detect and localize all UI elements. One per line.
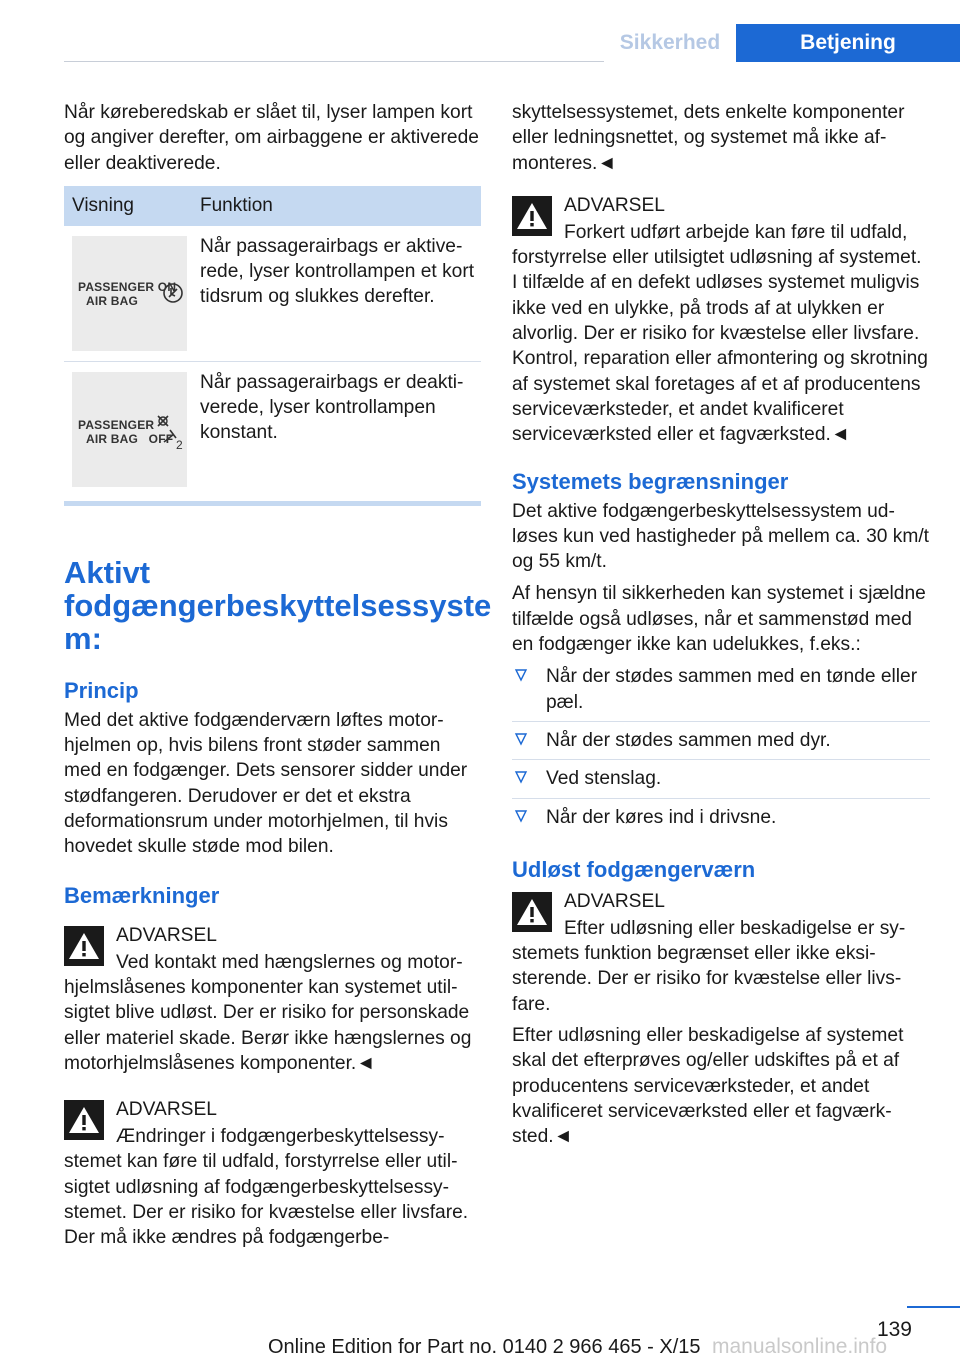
warning-triangle-icon xyxy=(64,926,104,966)
deployed-heading: Udløst fodgængerværn xyxy=(512,856,756,882)
list-item-text: Når der stødes sammen med dyr. xyxy=(546,729,831,751)
list-item-text: Når der køres ind i drivsne. xyxy=(546,806,777,828)
warning-block xyxy=(64,922,481,1076)
warning-block xyxy=(64,1096,481,1250)
list-item xyxy=(512,664,930,722)
indicator-table xyxy=(64,186,481,497)
triangle-bullet-icon xyxy=(514,809,528,823)
principle-text: Med det aktive fodgænderværn løftes motorhjelmen op, hvis bilens front støder sammen med en fodgænger. Dets sensorer sidder under stødfangeren. Derudover er det et ekstra deformationsrum under motorhjelmen, til hvis hovedet skulle støde mod bilen. xyxy=(64,709,468,858)
principle-heading: Princip xyxy=(64,677,139,703)
footer-rule xyxy=(907,1306,960,1308)
row-text: Når passagerairbags er aktiverede, lyser kontrollampen et kort tidsrum og slukkes derefter. xyxy=(200,235,475,308)
warning-triangle-icon xyxy=(512,196,552,236)
warning-block xyxy=(512,888,930,1017)
tab-sikkerhed[interactable]: Sikkerhed xyxy=(604,24,736,62)
lamp-text: PASSENGER ON xyxy=(78,279,177,294)
edition-text: Online Edition for Part no. 0140 2 966 465 - X/15 xyxy=(268,1336,701,1358)
table-row xyxy=(64,226,481,362)
passenger-airbag-off-lamp-image xyxy=(72,372,187,487)
triangle-bullet-icon xyxy=(514,732,528,746)
deployed-text: Efter udløsning eller beskadigelse af systemet skal det efterprøves og/eller udskiftes på et af producentens serviceværksteder, et andet kvalificeret serviceværksted eller et fagværksted.◄ xyxy=(512,1025,904,1148)
lamp-text: AIR BAG xyxy=(86,293,139,308)
col-header-function: Funktion xyxy=(192,186,481,226)
passenger-airbag-on-lamp-image xyxy=(72,236,187,351)
col-header-display: Visning xyxy=(64,186,192,226)
warning-text: Ændringer i fodgængerbeskyttelsessystemet kan føre til udfald, forstyrrelse eller utilsigtet udløsning af fodgængerbeskyttelsessystemet. Der er risiko for kvæstelse eller livsfare. Der må ikke ændres på fodgængerbe- xyxy=(64,1126,469,1249)
warning-label: ADVARSEL xyxy=(564,194,665,216)
lamp-subscript: 2 xyxy=(176,437,183,452)
airbag-seat-icon xyxy=(162,282,184,304)
section-title: Aktivt fodgængerbeskyttelsessyste m: xyxy=(64,554,492,656)
notes-heading: Bemærkninger xyxy=(64,882,220,908)
lamp-text: AIR BAG OFF xyxy=(86,431,174,446)
table-row xyxy=(64,361,481,497)
row-text: Når passagerairbags er deaktiverede, lyser kontrollampen konstant. xyxy=(192,361,481,497)
watermark: manualsonline.info xyxy=(712,1335,888,1358)
right-column xyxy=(512,100,930,1157)
warning-label: ADVARSEL xyxy=(116,1099,217,1121)
list-item-text: Når der stødes sammen med en tønde eller pæl. xyxy=(546,666,918,713)
tab-betjening[interactable]: Betjening xyxy=(736,24,960,62)
limits-text: Det aktive fodgængerbeskyttelsessystem udløses kun ved hastigheder på mellem ca. 30 km/t og 55 km/t. xyxy=(512,500,929,573)
triangle-bullet-icon xyxy=(514,770,528,784)
warning-label: ADVARSEL xyxy=(564,890,665,912)
warning-text: Forkert udført arbejde kan føre til udfald, forstyrrelse eller utilsigtet udløsning af systemet. I tilfælde af en defekt udløses systemet muligvis ikke ved en ulykke, på trods af at ulykken er alvorlig. Der er risiko for kvæstelse eller livsfare. Kontrol, reparation eller afmontering og skrotning af systemet skal foretages af et af producentens serviceværksteder, et andet kvalificeret serviceværksted eller et fagværksted.◄ xyxy=(512,221,928,446)
list-item xyxy=(512,805,930,836)
limits-list xyxy=(512,664,930,835)
table-end-rule xyxy=(64,501,481,506)
list-item xyxy=(512,766,930,798)
warning-block xyxy=(512,192,930,448)
left-column xyxy=(64,100,492,1251)
warning-triangle-icon xyxy=(64,1100,104,1140)
warning-text: Ved kontakt med hængslernes og motorhjelmslåsenes komponenter kan systemet utilsigtet blive udløst. Der er risiko for personskade eller materiel skade. Berør ikke hængslernes og motorhjelmslåsenes komponenter.◄ xyxy=(64,951,472,1074)
list-item-text: Ved stenslag. xyxy=(546,768,662,790)
intro-text: Når køreberedskab er slået til, lyser lampen kort og angiver derefter, om airbaggene er aktiverede eller deaktiverede. xyxy=(64,102,479,174)
warning-text: Efter udløsning eller beskadigelse er systemets funktion begrænset eller ikke eksisterende. Der er risiko for kvæstelse eller livsfare. xyxy=(512,917,906,1015)
warning-label: ADVARSEL xyxy=(116,924,217,946)
list-item xyxy=(512,728,930,760)
limits-text: Af hensyn til sikkerheden kan systemet i sjældne tilfælde også udløses, når et sammenstød med en fodgænger ikke kan udelukkes, f.eks.: xyxy=(512,583,926,656)
limits-heading: Systemets begrænsninger xyxy=(512,468,789,494)
continuation-text: skyttelsessystemet, dets enkelte komponenter eller ledningsnettet, og systemet må ikke afmonteres.◄ xyxy=(512,102,905,174)
warning-triangle-icon xyxy=(512,892,552,932)
triangle-bullet-icon xyxy=(514,668,528,682)
lamp-text: PASSENGER xyxy=(78,417,155,432)
page-number: 139 xyxy=(876,1318,912,1341)
